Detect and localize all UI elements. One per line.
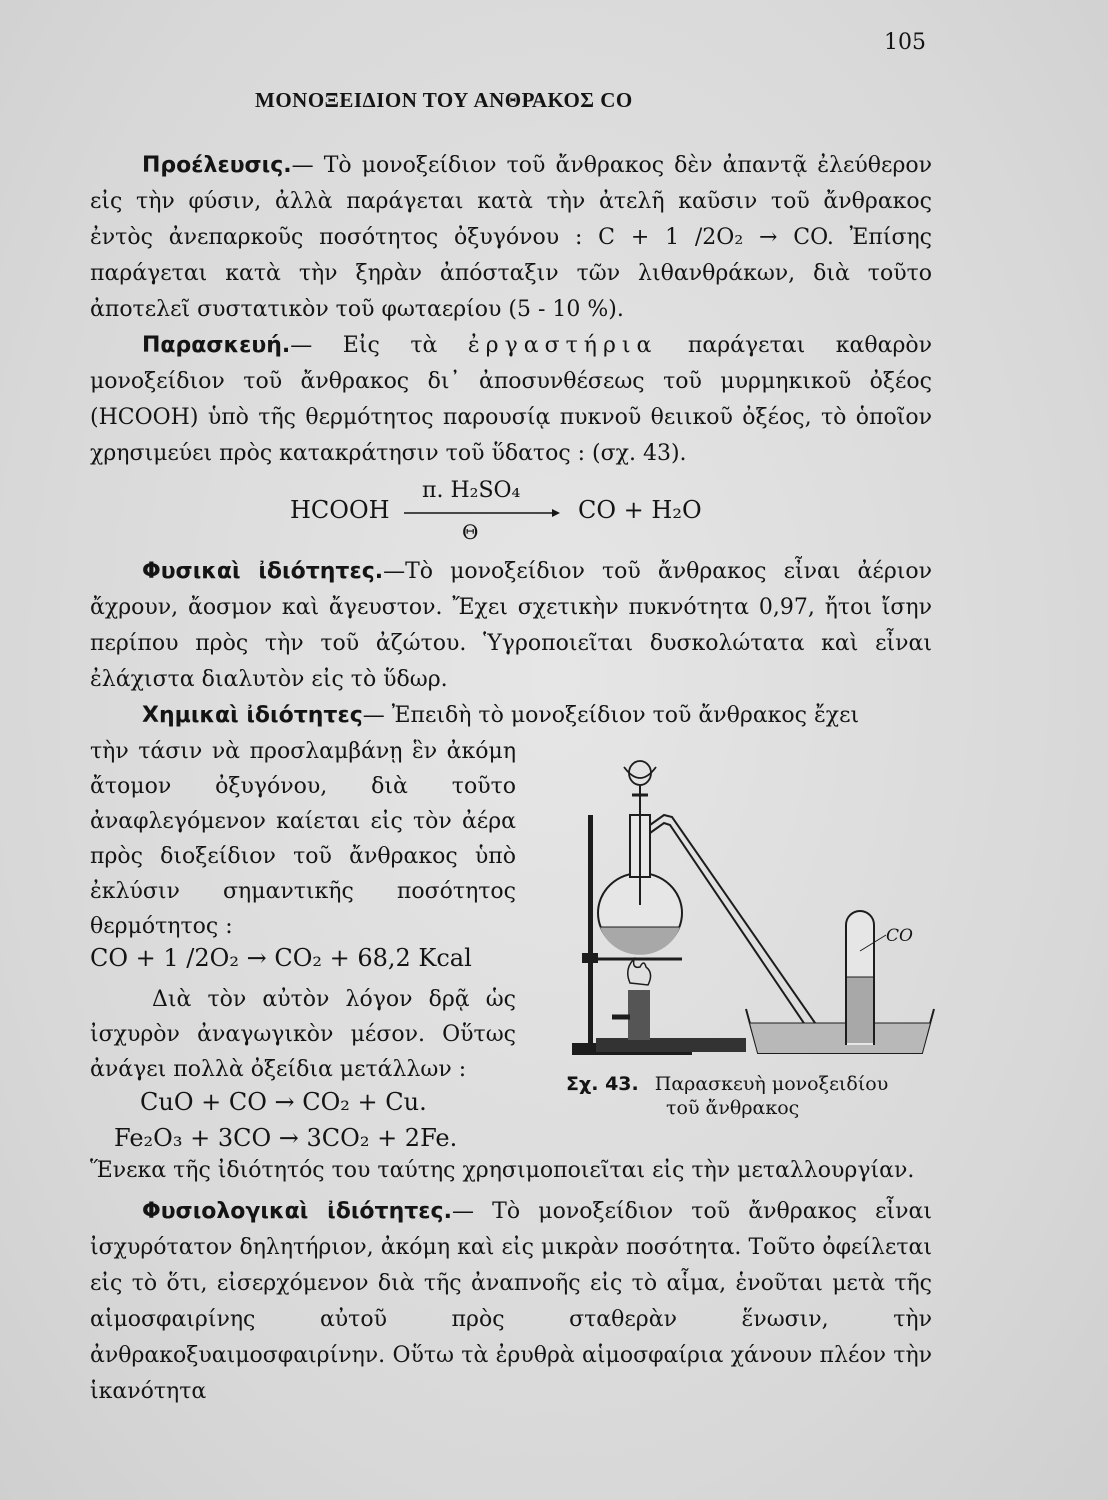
paragraph-chemical-first-line: [90, 698, 932, 734]
preparation-text-a: — Εἰς τὰ: [290, 333, 468, 358]
paragraph-physiological: [90, 1194, 932, 1410]
heading-chemical: Χημικαὶ ἰδιότητες: [142, 703, 363, 728]
tube-water: [847, 977, 873, 1043]
caption-line1: Παρασκευὴ μονοξειδίου: [654, 1073, 889, 1095]
heading-origin: Προέλευσις.: [142, 153, 292, 178]
reaction-preparation: [290, 478, 750, 550]
reaction-over-arrow: π. H₂SO₄: [422, 478, 521, 503]
figure-apparatus: [560, 755, 940, 1067]
flask-liquid: [600, 927, 680, 955]
heading-physical: Φυσικαὶ ἰδιότητες.: [142, 559, 384, 584]
paragraph-preparation: [90, 328, 932, 472]
heading-physiological: Φυσιολογικαὶ ἰδιότητες.: [142, 1199, 452, 1224]
gas-label: CO: [886, 926, 913, 946]
caption-line2: τοῦ ἄνθρακος: [666, 1097, 800, 1119]
reaction-rhs: CO + H₂O: [578, 496, 702, 524]
reaction-arrow-icon: [402, 506, 562, 520]
figure-caption: [566, 1072, 888, 1120]
chemical-text-after: Ἕνεκα τῆς ἰδιότητός του ταύτης χρησιμοποιεῖται εἰς τὴν μεταλλουργίαν.: [90, 1158, 915, 1183]
equation-fe2o3-reduction: Fe₂O₃ + 3CO → 3CO₂ + 2Fe.: [114, 1124, 458, 1152]
equation-co-combustion: CO + 1 /2O₂ → CO₂ + 68,2 Kcal: [90, 944, 472, 972]
paragraph-origin: [90, 148, 932, 328]
chemical-text-first: — Ἐπειδὴ τὸ μονοξείδιον τοῦ ἄνθρακος ἔχει: [362, 703, 860, 728]
preparation-spaced-word: ἐργαστήρια: [467, 333, 658, 358]
reaction-lhs: HCOOH: [290, 496, 390, 524]
burner-body: [628, 990, 650, 1040]
chemical-column-text-2: Διὰ τὸν αὐτὸν λόγον δρᾷ ὡς ἰσχυρὸν ἀναγωγικὸν μέσον. Οὕτως ἀνάγει πολλὰ ὀξείδια μετάλλων :: [90, 987, 516, 1082]
page-number: 105: [884, 30, 926, 55]
reaction-under-arrow: Θ: [462, 520, 479, 544]
physical-text: —Τὸ μονοξείδιον τοῦ ἄνθρακος εἶναι ἀέριον ἄχρουν, ἄοσμον καὶ ἄγευστον. Ἔχει σχετικὴν πυκνότητα 0,97, ἤτοι ἴσην περίπου πρὸς τὴν τοῦ ἀζώτου. Ὑγροποιεῖται δυσκολώτατα καὶ εἶναι ἐλάχιστα διαλυτὸν εἰς τὸ ὕδωρ.: [90, 559, 932, 692]
heading-preparation: Παρασκευή.: [142, 333, 291, 358]
preparation-text-b: παράγεται καθαρὸν μονοξείδιον τοῦ ἄνθρακος δι᾽ ἀποσυνθέσεως τοῦ μυρμηκικοῦ ὀξέος (HCOOH) ὑπὸ τῆς θερμότητος παρουσίᾳ πυκνοῦ θειικοῦ ὀξέος, τὸ ὁποῖον χρησιμεύει πρὸς κατακράτησιν τοῦ ὕδατος : (σχ. 43).: [90, 333, 933, 466]
page-title: ΜΟΝΟΞΕΙΔΙΟΝ ΤΟΥ ΑΝΘΡΑΚΟΣ CO: [255, 88, 633, 112]
burner-base: [596, 1038, 746, 1052]
equation-cuo-reduction: CuO + CO → CO₂ + Cu.: [140, 1088, 427, 1116]
physiological-text: — Τὸ μονοξείδιον τοῦ ἄνθρακος εἶναι ἰσχυρότατον δηλητήριον, ἀκόμη καὶ εἰς μικρὰν ποσότητα. Τοῦτο ὀφείλεται εἰς τὸ ὅτι, εἰσερχόμενον διὰ τῆς ἀναπνοῆς εἰς τὸ αἷμα, ἑνοῦται μετὰ τῆς αἱμοσφαιρίνης αὐτοῦ πρὸς σταθερὰν ἕνωσιν, τὴν ἀνθρακοξυαιμοσφαιρίνην. Οὕτω τὰ ἐρυθρὰ αἱμοσφαίρια χάνουν πλέον τὴν ἱκανότητα: [90, 1199, 932, 1404]
figure-label: Σχ. 43.: [566, 1073, 639, 1095]
paragraph-physical: [90, 554, 932, 698]
trough-water: [750, 1023, 930, 1053]
chemical-column-text: τὴν τάσιν νὰ προσλαμβάνῃ ἓν ἀκόμη ἄτομον ὀξυγόνου, διὰ τοῦτο ἀναφλεγόμενον καίεται εἰς τὸν ἀέρα πρὸς διοξείδιον τοῦ ἄνθρακος ὑπὸ ἐκλύσιν σημαντικῆς ποσότητος θερμότητος :: [90, 739, 516, 939]
stand-rod: [588, 815, 593, 1045]
flame-icon: [628, 959, 651, 985]
origin-text: — Τὸ μονοξείδιον τοῦ ἄνθρακος δὲν ἀπαντᾷ ἐλεύθερον εἰς τὴν φύσιν, ἀλλὰ παράγεται κατὰ τὴν ἀτελῆ καῦσιν τοῦ ἄνθρακος ἐντὸς ἀνεπαρκοῦς ποσότητος ὀξυγόνου : C + 1 /2O₂ → CO. Ἐπίσης παράγεται κατὰ τὴν ξηρὰν ἀπόσταξιν τῶν λιθανθράκων, διὰ τοῦτο ἀποτελεῖ συστατικὸν τοῦ φωταερίου (5 - 10 %).: [90, 153, 932, 322]
